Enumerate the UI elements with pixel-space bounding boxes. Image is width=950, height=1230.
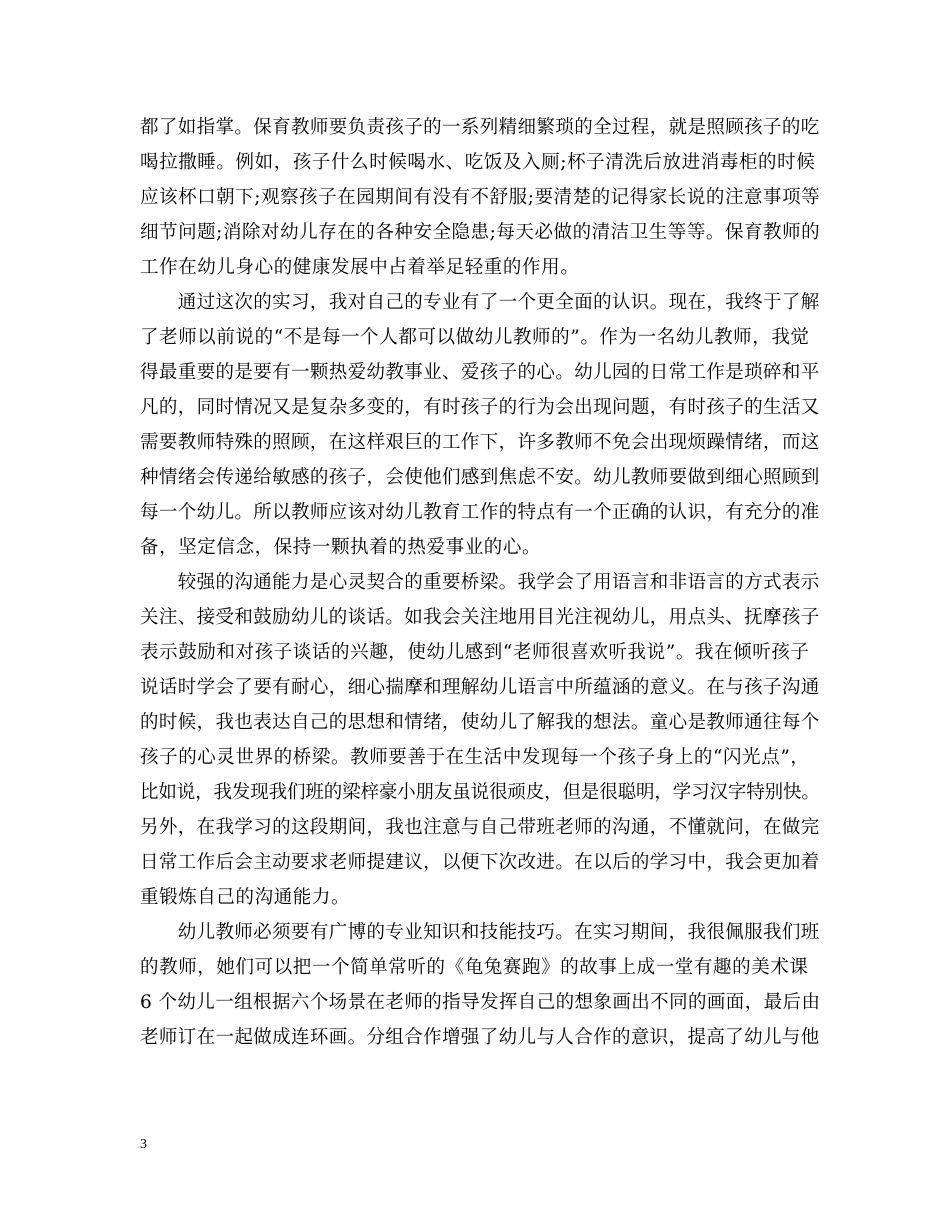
page-number: 3 bbox=[140, 1137, 147, 1152]
text-line: 的时候，我也表达自己的思想和情绪，使幼儿了解我的想法。童心是教师通往每个 bbox=[140, 712, 820, 733]
text-line: 日常工作后会主动要求老师提建议，以便下次改进。在以后的学习中，我会更加着 bbox=[140, 852, 820, 873]
text-line: 需要教师特殊的照顾，在这样艰巨的工作下，许多教师不免会出现烦躁情绪，而这 bbox=[140, 432, 820, 453]
text-line: 备，坚定信念，保持一颗执着的热爱事业的心。 bbox=[140, 537, 542, 558]
text-line: 另外，在我学习的这段期间，我也注意与自己带班老师的沟通，不懂就问，在做完 bbox=[140, 817, 820, 838]
text-line: 每一个幼儿。所以教师应该对幼儿教育工作的特点有一个正确的认识，有充分的准 bbox=[140, 502, 820, 523]
text-line: 重锻炼自己的沟通能力。 bbox=[140, 887, 351, 908]
text-line: 表示鼓励和对孩子谈话的兴趣，使幼儿感到“老师很喜欢听我说”。我在倾听孩子 bbox=[140, 642, 810, 663]
text-line: 关注、接受和鼓励幼儿的谈话。如我会关注地用目光注视幼儿，用点头、抚摩孩子 bbox=[140, 607, 820, 628]
text-line: 6 个幼儿一组根据六个场景在老师的指导发挥自己的想象画出不同的画面，最后由 bbox=[140, 992, 821, 1013]
text-line: 工作在幼儿身心的健康发展中占着举足轻重的作用。 bbox=[140, 257, 580, 278]
text-line: 凡的，同时情况又是复杂多变的，有时孩子的行为会出现问题，有时孩子的生活又 bbox=[140, 397, 820, 418]
text-line: 得最重要的是要有一颗热爱幼教事业、爱孩子的心。幼儿园的日常工作是琐碎和平 bbox=[140, 362, 820, 383]
text-line: 的教师，她们可以把一个简单常听的《龟兔赛跑》的故事上成一堂有趣的美术课 bbox=[140, 957, 809, 978]
text-line: 都了如指掌。保育教师要负责孩子的一系列精细繁琐的全过程，就是照顾孩子的吃 bbox=[140, 117, 820, 138]
text-line: 应该杯口朝下;观察孩子在园期间有没有不舒服;要清楚的记得家长说的注意事项等 bbox=[140, 187, 821, 208]
text-line: 通过这次的实习，我对自己的专业有了一个更全面的认识。现在，我终于了解 bbox=[140, 292, 820, 313]
text-line: 比如说，我发现我们班的梁梓豪小朋友虽说很顽皮，但是很聪明，学习汉字特别快。 bbox=[140, 782, 820, 803]
text-line: 幼儿教师必须要有广博的专业知识和技能技巧。在实习期间，我很佩服我们班 bbox=[140, 922, 820, 943]
text-line: 老师订在一起做成连环画。分组合作增强了幼儿与人合作的意识，提高了幼儿与他 bbox=[140, 1027, 820, 1048]
text-line: 说话时学会了要有耐心，细心揣摩和理解幼儿语言中所蕴涵的意义。在与孩子沟通 bbox=[140, 677, 820, 698]
text-line: 较强的沟通能力是心灵契合的重要桥梁。我学会了用语言和非语言的方式表示 bbox=[140, 572, 820, 593]
text-line: 喝拉撒睡。例如，孩子什么时候喝水、吃饭及入厕;杯子清洗后放进消毒柜的时候 bbox=[140, 152, 816, 173]
text-line: 种情绪会传递给敏感的孩子，会使他们感到焦虑不安。幼儿教师要做到细心照顾到 bbox=[140, 467, 820, 488]
text-line: 细节问题;消除对幼儿存在的各种安全隐患;每天必做的清洁卫生等等。保育教师的 bbox=[140, 222, 821, 243]
text-line: 孩子的心灵世界的桥梁。教师要善于在生活中发现每一个孩子身上的“闪光点”， bbox=[140, 747, 810, 768]
text-line: 了老师以前说的“不是每一个人都可以做幼儿教师的”。作为一名幼儿教师，我觉 bbox=[140, 327, 810, 348]
